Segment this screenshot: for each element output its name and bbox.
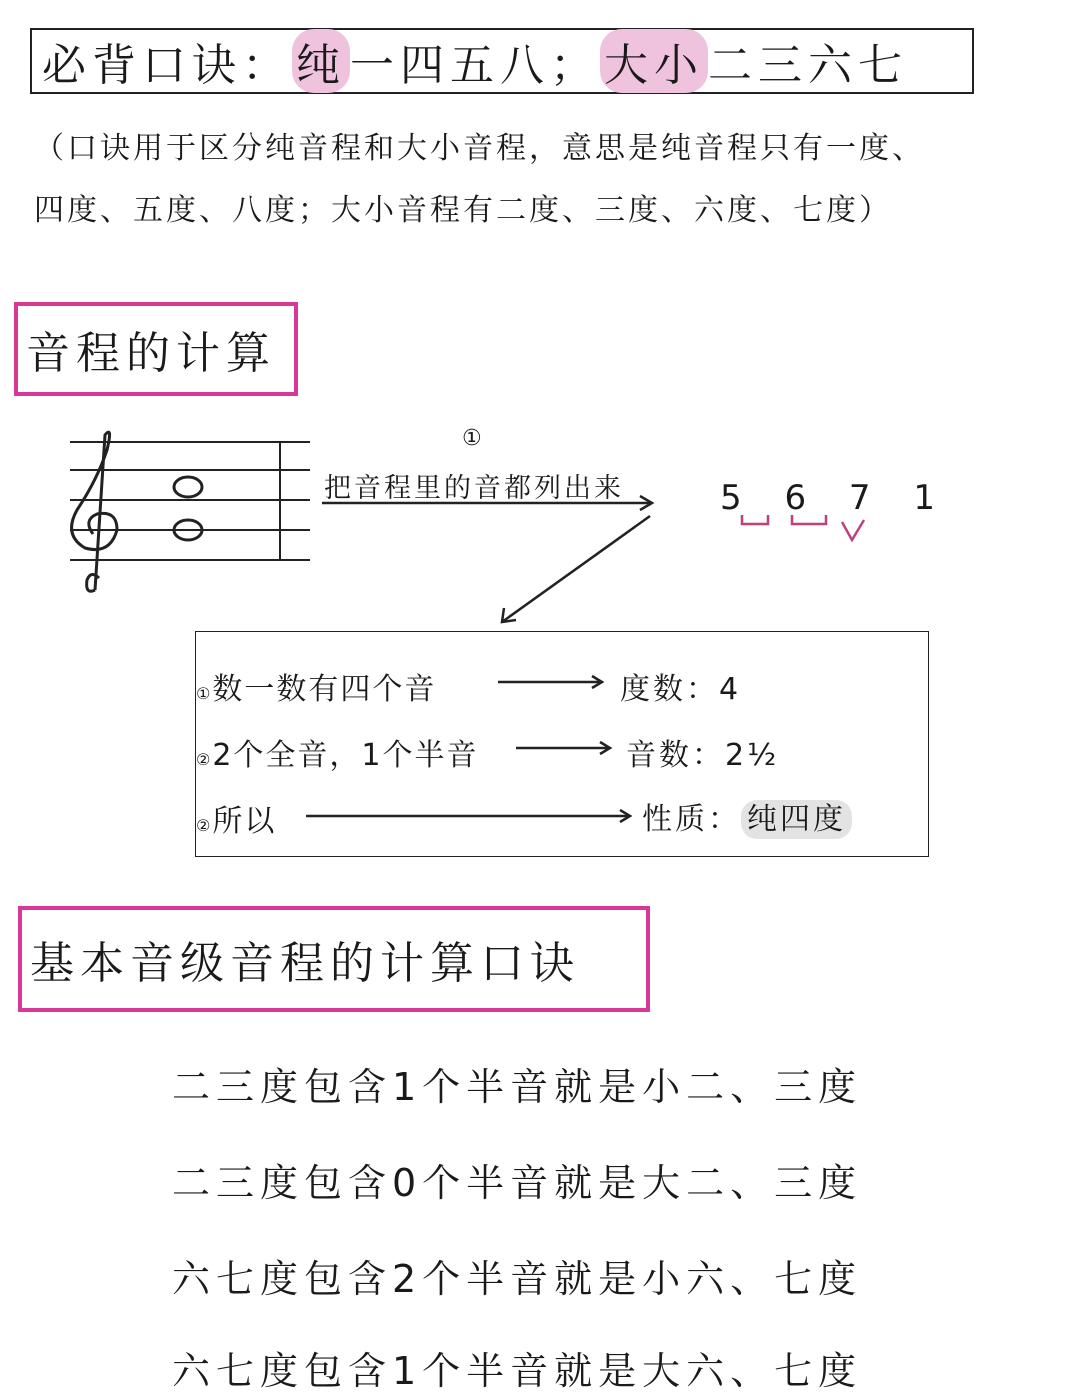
diagonal-arrow-line bbox=[502, 516, 650, 622]
quality-label: 性质： bbox=[642, 802, 741, 837]
pure-highlight: 纯 bbox=[292, 29, 350, 93]
calc-row-tones bbox=[196, 730, 479, 774]
semitone-mark bbox=[842, 520, 864, 540]
calculation-box bbox=[195, 631, 929, 857]
sequence-note: 5 bbox=[720, 478, 742, 518]
sequence-note: 6 bbox=[784, 478, 807, 518]
rule-line: 六七度包含1个半音就是大六、七度 bbox=[172, 1349, 863, 1393]
row-text: 所以 bbox=[212, 804, 277, 839]
row-arrow bbox=[306, 810, 636, 824]
degree-result: 度数：4 bbox=[620, 672, 742, 707]
sequence-note: 7 bbox=[848, 478, 871, 518]
mnemonic-label: 必背口诀： bbox=[42, 40, 292, 91]
quality-result bbox=[642, 794, 852, 838]
mnemonic-explanation: （口诀用于区分纯音程和大小音程，意思是纯音程只有一度、 四度、五度、八度；大小音程有二度、三度、六度、七度） bbox=[34, 131, 925, 228]
calc-row-degree bbox=[196, 664, 436, 708]
row-marker: ② bbox=[196, 750, 213, 769]
tone-count-result: 音数：2½ bbox=[626, 738, 780, 773]
note-sequence bbox=[720, 478, 935, 518]
rule-line: 六七度包含2个半音就是小六、七度 bbox=[172, 1257, 863, 1301]
pure-intervals: 一四五八； bbox=[350, 40, 600, 91]
row-text: 数一数有四个音 bbox=[212, 672, 437, 707]
row-text: 2个全音，1个半音 bbox=[212, 738, 479, 773]
row-marker: ① bbox=[196, 684, 213, 703]
row-arrow bbox=[498, 676, 608, 690]
row-arrow bbox=[516, 742, 616, 756]
rule-line: 二三度包含1个半音就是小二、三度 bbox=[172, 1065, 863, 1109]
section-title-basic-rules bbox=[18, 906, 650, 1012]
major-minor-highlight: 大小 bbox=[600, 29, 708, 93]
step-marker: ① bbox=[462, 426, 482, 451]
list-notes-label: 把音程里的音都列出来 bbox=[324, 473, 624, 504]
row-marker: ② bbox=[196, 816, 213, 835]
section-title: 基本音级音程的计算口诀 bbox=[30, 938, 580, 989]
section-title: 音程的计算 bbox=[26, 328, 276, 379]
sequence-note: 1 bbox=[913, 478, 935, 518]
rule-line: 二三度包含0个半音就是大二、三度 bbox=[172, 1161, 863, 1205]
calc-row-quality bbox=[196, 796, 276, 840]
major-minor-intervals: 二三六七 bbox=[708, 40, 908, 91]
quality-value: 纯四度 bbox=[741, 800, 852, 839]
